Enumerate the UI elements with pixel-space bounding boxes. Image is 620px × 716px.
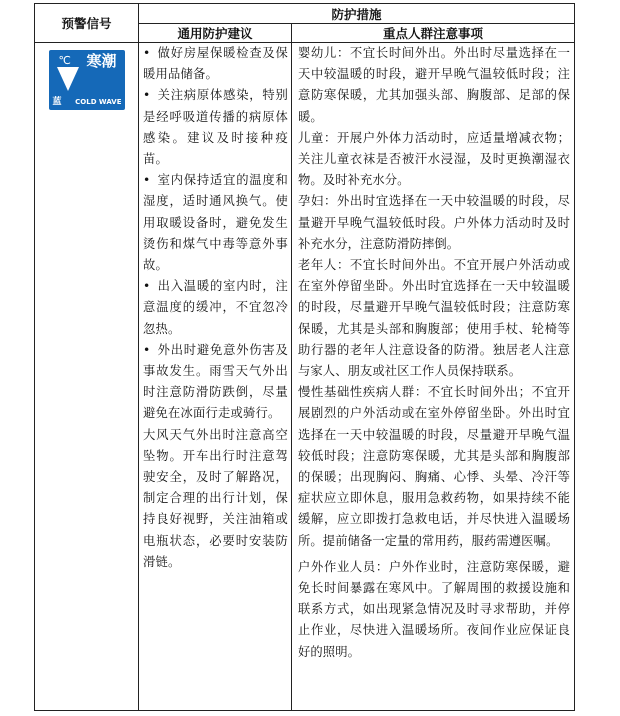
general-advice-text: 室内保持适宜的温度和湿度，适时通风换气。使用取暖设备时，避免发生烫伤和煤气中毒等意外事故。 [143,173,288,273]
special-group-item: 儿童：开展户外体力活动时，应适量增减衣物；关注儿童衣袜是否被汗水浸湿，及时更换潮湿衣物。及时补充水分。 [298,130,571,188]
header-general: 通用防护建议 [139,24,292,43]
general-advice-text: 外出时避免意外伤害及事故发生。雨雪天气外出时注意防滑防跌倒，尽量避免在冰面行走或骑行。 [143,342,288,421]
general-advice-text: 出入温暖的室内时，注意温度的缓冲，不宜忽冷忽热。 [143,279,288,336]
general-advice-item [143,85,288,170]
bullet-icon: • [143,173,151,188]
special-group-item: 户外作业人员：户外作业时，注意防寒保暖，避免长时间暴露在寒风中。了解周围的救援设施和联系方式，如出现紧急情况及时寻求帮助，并停止作业，尽快进入温暖场所。夜间作业应保证良好的照明。 [298,559,571,659]
header-special: 重点人群注意事项 [292,24,575,43]
signal-name: 寒潮 [86,52,117,70]
general-advice-list [143,43,288,573]
header-measures: 防护措施 [139,4,575,24]
celsius-icon: ℃ [58,54,71,67]
bullet-icon: • [143,88,151,103]
general-advice-item [143,43,288,85]
special-group-item: 孕妇：外出时宜选择在一天中较温暖的时段，尽量避开早晚气温较低时段。户外体力活动时及时补充水分，注意防滑防摔倒。 [298,194,571,251]
header-signal: 预警信号 [35,4,139,43]
signal-cell [35,43,139,711]
bullet-icon: • [143,342,151,357]
general-advice-item [143,276,288,340]
general-advice-text: 关注病原体感染，特别是经呼吸道传播的病原体感染。建议及时接种疫苗。 [143,88,288,167]
special-group-item: 慢性基础性疾病人群：不宜长时间外出；不宜开展剧烈的户外活动或在室外停留坐卧。外出时宜选择在一天中较温暖的时段，尽量避开早晚气温较低时段；注意防寒保暖，尤其是头部和胸腹部的保暖；出现胸闷、胸痛、心悸、头晕、冷汗等症状应立即休息，服用急救药物，如果持续不能缓解，应立即拨打急救电话，并尽快进入温暖场所。提前储备一定量的常用药，服药需遵医嘱。 [298,385,571,548]
special-groups-cell [292,43,575,711]
general-advice-item [143,425,288,573]
cold-wave-protection-table [34,3,575,711]
general-advice-cell [139,43,292,711]
special-group-item: 老年人：不宜长时间外出。不宜开展户外活动或在室外停留坐卧。外出时宜选择在一天中较温暖的时段，尽量避开早晚气温较低时段；注意防寒保暖，尤其是头部和胸腹部；使用手杖、轮椅等助行器的老年人注意设备的防滑。独居老人注意与家人、朋友或社区工作人员保持联系。 [298,258,571,379]
general-advice-text: 做好房屋保暖检查及保暖用品储备。 [143,46,288,82]
signal-english-name: COLD WAVE [75,98,122,106]
special-group-item: 婴幼儿：不宜长时间外出。外出时尽量选择在一天中较温暖的时段，避开早晚气温较低时段；注意防寒保暖，尤其加强头部、胸腹部、足部的保暖。 [298,46,571,124]
signal-level: 蓝 [52,97,62,107]
special-groups-list [298,43,570,663]
bullet-icon: • [143,279,151,294]
general-advice-text: 大风天气外出时注意高空坠物。开车出行时注意驾驶安全，及时了解路况，制定合理的出行计划，保持良好视野，关注油箱或电瓶状态，必要时安装防滑链。 [143,427,288,569]
cold-wave-blue-signal-icon [49,50,125,110]
general-advice-item [143,170,288,276]
general-advice-item [143,340,288,425]
bullet-icon: • [143,46,151,60]
down-arrow-icon [57,67,79,91]
